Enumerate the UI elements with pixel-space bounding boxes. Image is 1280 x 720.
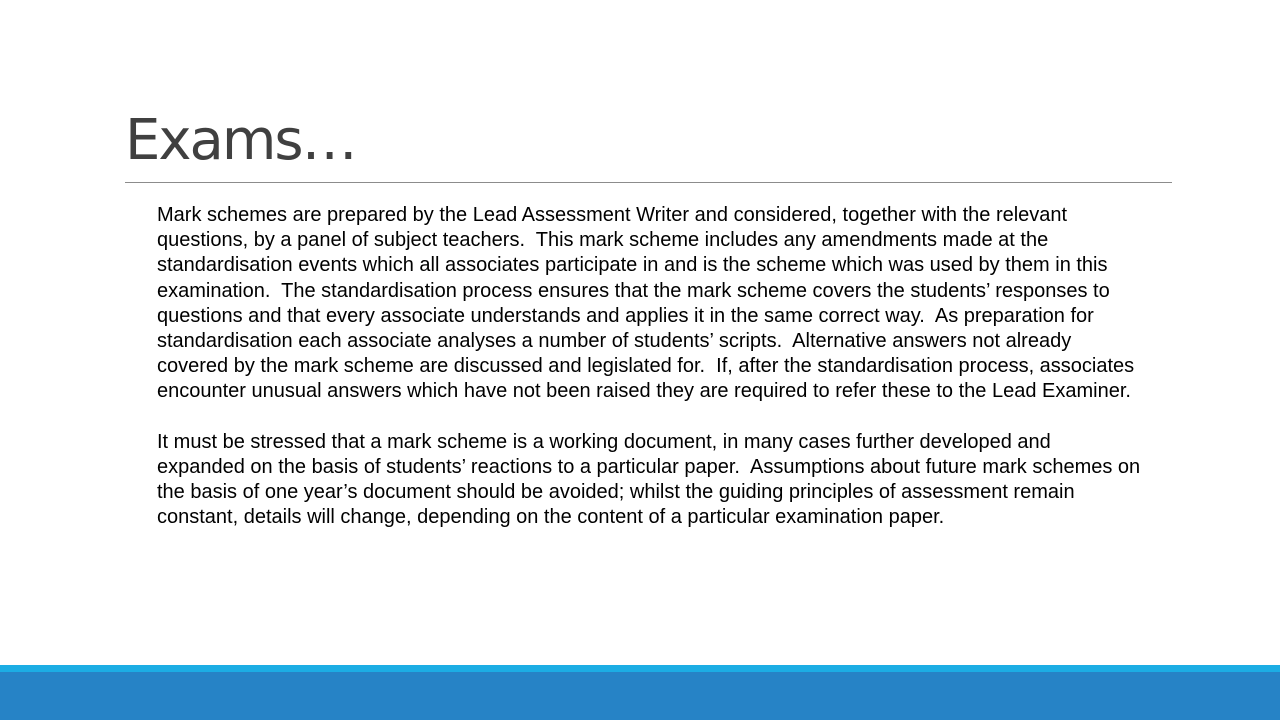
footer-bar [0, 672, 1280, 720]
slide-title: Exams… [125, 108, 356, 173]
slide-body [157, 203, 1146, 530]
body-paragraph-2: It must be stressed that a mark scheme is a working document, in many cases further developed and expanded on the basis of students’ reactions to a particular paper. Assumptions about future mark schemes on the basis of one year’s document should be avoided; whilst the guiding principles of assessment remain constant, details will change, depending on the content of a particular examination paper. [157, 430, 1146, 529]
body-paragraph-1: Mark schemes are prepared by the Lead Assessment Writer and considered, together with the relevant questions, by a panel of subject teachers. This mark scheme includes any amendments made at the standardisation events which all associates participate in and is the scheme which was used by them in this examination. The standardisation process ensures that the mark scheme covers the students’ responses to questions and that every associate understands and applies it in the same correct way. As preparation for standardisation each associate analyses a number of students’ scripts. Alternative answers not already covered by the mark scheme are discussed and legislated for. If, after the standardisation process, associates encounter unusual answers which have not been raised they are required to refer these to the Lead Examiner. [157, 204, 1140, 403]
footer-accent-stripe [0, 665, 1280, 672]
title-divider [125, 182, 1172, 183]
